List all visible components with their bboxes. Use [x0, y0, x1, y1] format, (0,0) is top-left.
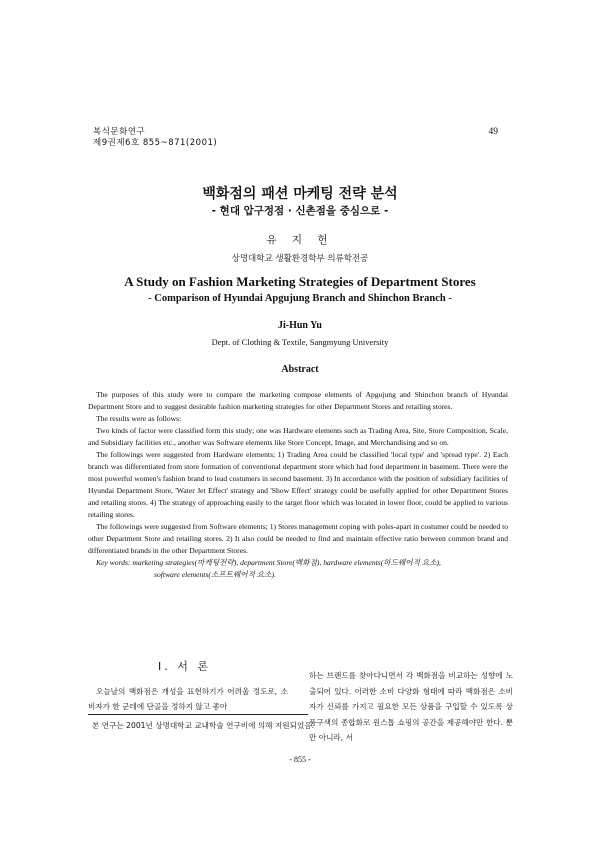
page-number: 49 — [488, 127, 498, 137]
affiliation-english: Dept. of Clothing & Textile, Sangmyung University — [211, 337, 389, 347]
journal-header — [93, 127, 217, 149]
subtitle-korean: - 현대 압구정점 · 신촌점을 중심으로 - — [211, 205, 389, 217]
page-footer: - 855 - — [289, 755, 311, 764]
author-english: Ji-Hun Yu — [277, 320, 322, 331]
abstract-paragraph: Two kinds of factor were classified form this study; one was Hardware elements such as Trading Area, Site, Store Composition, Scale, and Subsidiary facilities etc., another was Software elements like Store Concept, Image, and Merchandising and so on. — [88, 426, 508, 447]
keywords-line: Key words: marketing strategies(마케팅전략), department Store(백화점), hardware elements(하드웨어적 요소), — [96, 558, 441, 567]
footnote: 본 연구는 2001년 상명대학교 교내학술 연구비에 의해 지원되었음. — [92, 721, 315, 730]
body-text-right: 하는 브랜드를 찾아다니면서 각 백화점을 비교하는 성향에 노출되어 있다. 이러한 소비 다양화 형태에 따라 백화점은 소비자가 신뢰를 가지고 필요한 모든 상품을 구입할 수 있도록 상품구색의 종합화로 원스톱 쇼핑의 공간을 제공해야만 한다. 뿐만 아니라, 서 — [309, 671, 513, 742]
body-text-left: 오늘날의 백화점은 개성을 표현하기가 어려울 정도로, 소비자가 한 군데에 단골을 정하지 않고 좋아 — [88, 687, 288, 711]
journal-volume: 제9권제6호 855~871(2001) — [93, 138, 218, 148]
abstract-body — [88, 389, 508, 581]
journal-name: 복식문화연구 — [93, 127, 146, 137]
author-korean: 유 지 헌 — [266, 234, 334, 246]
footnote-rule — [88, 714, 308, 715]
subtitle-english: - Comparison of Hyundai Apgujung Branch and Shinchon Branch - — [148, 293, 452, 304]
abstract-paragraph: The followings were suggested from Software elements; 1) Stores management coping with poles-apart in costumer could be needed to other Department Store and retailing stores. 2) It also could be needed to find and maintain effective ratio between common brand and differentiated brands in the other Department Stores. — [88, 522, 508, 555]
title-korean: 백화점의 패션 마케팅 전략 분석 — [202, 186, 398, 202]
abstract-heading: Abstract — [281, 364, 319, 375]
abstract-paragraph: The purposes of this study were to compare the marketing compose elements of Apgujung and Shinchon branch of Hyundai Department Store and to suggest desirable fashion marketing strategies for other Department Stores and retailing stores. — [88, 390, 508, 411]
section-heading: I. 서 론 — [158, 660, 211, 673]
abstract-paragraph: The followings were suggested from Hardware elements; 1) Trading Area could be classified 'local type' and 'spread type'. 2) Each branch was differentiated from store formation of conventional department store which had food department in basement. There were the most powerful women's fashion brand to lead costumers in second basement. 3) In accordance with the position of subsidiary facilities of Hyundai Department Store, 'Water Jet Effect' strategy and 'Show Effect' strategy could be usefully applied for other Department Stores and retailing stores. 4) The strategy of approaching easily to the target floor which was located in lower floor, could be applied to various retailing stores. — [88, 450, 508, 519]
keywords-line: software elements(소프트웨어적 요소). — [154, 570, 276, 579]
abstract-paragraph: The results were as follows: — [96, 414, 182, 423]
title-english: A Study on Fashion Marketing Strategies of Department Stores — [124, 274, 476, 289]
affiliation-korean: 상명대학교 생활환경학부 의류학전공 — [231, 254, 369, 264]
